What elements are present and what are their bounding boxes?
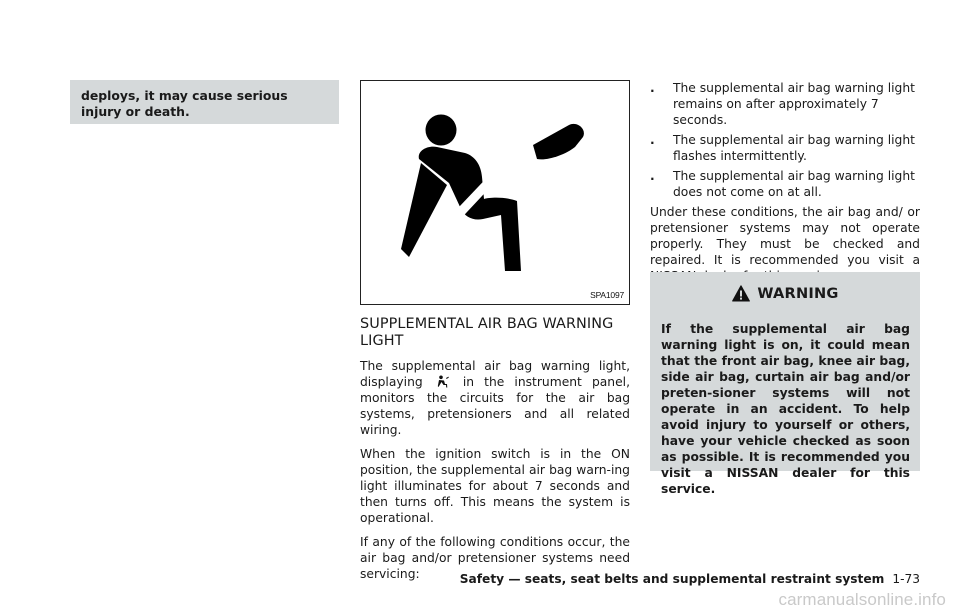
watermark: carmanualsonline.info bbox=[778, 590, 946, 609]
paragraph-1 bbox=[360, 358, 630, 438]
section-column bbox=[360, 316, 630, 582]
figure-code: SPA1097 bbox=[590, 290, 624, 300]
conditions-summary: Under these conditions, the air bag and/ or pretensioner systems may not operate properly. They must be checked and repaired. It is recommended you visit a bbox=[650, 205, 920, 267]
warning-continuation-box bbox=[70, 80, 339, 124]
paragraph-2: When the ignition switch is in the ON position, the supplemental air bag warn-ing light illuminates for about 7 seconds and then turns off. This means the system is operational. bbox=[360, 447, 630, 525]
footer-chapter: Safety — seats, seat belts and supplemental restraint system bbox=[459, 572, 885, 586]
bullet-marker: . bbox=[650, 169, 655, 183]
warning-continuation-text: deploys, it may cause serious injury or death. bbox=[81, 88, 288, 119]
airbag-warning-figure bbox=[360, 80, 630, 305]
warning-box bbox=[650, 272, 920, 496]
warning-title: WARNING bbox=[757, 284, 839, 302]
paragraph-1-end: in the instrument panel, monitors the circuits for the air bag systems, pretensioners and all related wiring. bbox=[360, 375, 630, 437]
conditions-column bbox=[650, 80, 920, 284]
warning-header bbox=[661, 272, 910, 314]
section-title: SUPPLEMENTAL AIR BAG WARNING LIGHT bbox=[360, 316, 614, 349]
paragraph-3: If any of the following conditions occur, the air bag and/or pretensioner systems need servicing: bbox=[360, 535, 630, 581]
list-item-text: The supplemental air bag warning light does not come on at all. bbox=[673, 169, 915, 199]
warning-triangle-icon bbox=[732, 285, 750, 302]
list-item bbox=[650, 132, 920, 164]
warning-body: If the supplemental air bag warning light is on, it could mean that the front air bag, knee air bag, side air bag, curtain air bag and/or preten-sioner systems will not operate in an accident. To help avoid injury to yourself or others, have your vehicle checked as soon as possible. It is recommended you visit a NISSAN dealer for this service. bbox=[661, 322, 910, 496]
list-item bbox=[650, 168, 920, 200]
page-number: 1-73 bbox=[892, 572, 920, 586]
airbag-warning-icon bbox=[361, 81, 631, 306]
bullet-marker: . bbox=[650, 133, 655, 147]
page-footer bbox=[460, 572, 920, 586]
airbag-inline-icon bbox=[433, 375, 453, 387]
list-item-text: The supplemental air bag warning light remains on after approximately 7 seconds. bbox=[673, 81, 915, 127]
paragraph-1-start: The supplemental air bag warning light, displaying bbox=[360, 359, 630, 389]
list-item bbox=[650, 80, 920, 128]
list-item-text: The supplemental air bag warning light flashes intermittently. bbox=[673, 133, 915, 163]
bullet-marker: . bbox=[650, 81, 655, 95]
